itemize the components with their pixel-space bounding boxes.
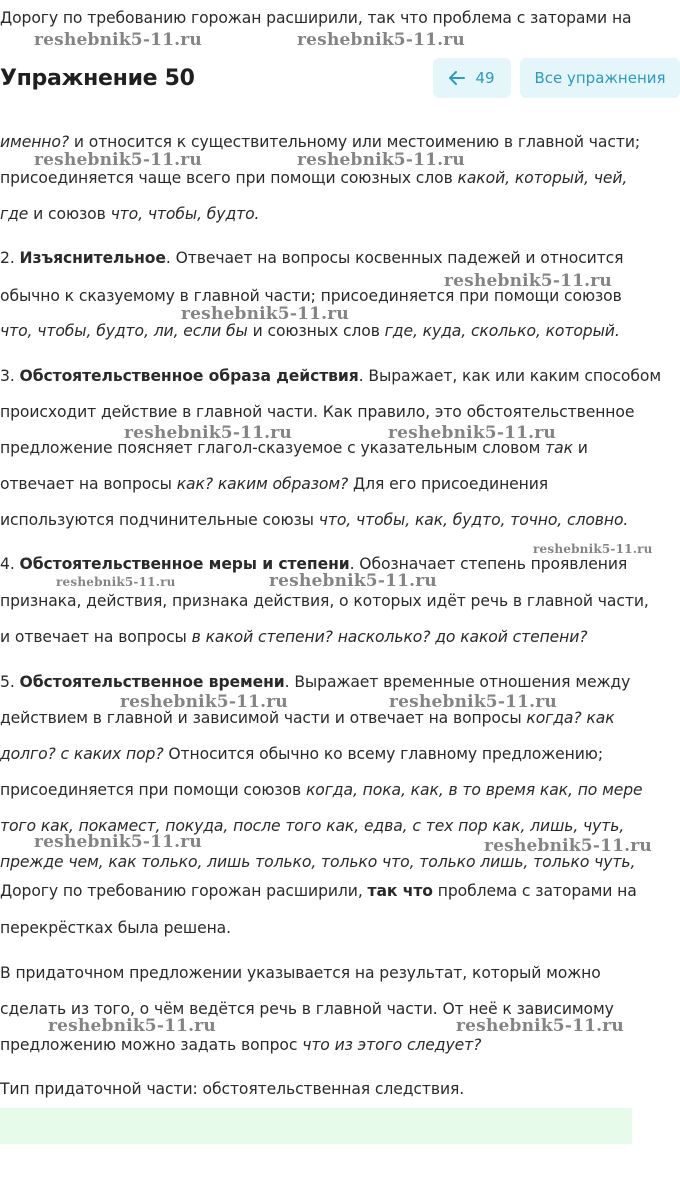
italic-phrase: когда? как (526, 709, 615, 727)
italic-phrase: того как, покамест, покуда, после того как, едва, с тех пор как, лишь, чуть, (0, 817, 625, 835)
italic-phrase: что, чтобы, как, будто, точно, словно. (318, 511, 629, 529)
watermark: reshebnik5-11.ru (484, 836, 652, 856)
watermark: reshebnik5-11.ru (120, 692, 288, 712)
text-span: отвечает на вопросы (0, 475, 177, 493)
watermark: reshebnik5-11.ru (181, 304, 349, 324)
text-line (0, 204, 259, 224)
prev-exercise-label: 49 (475, 69, 495, 87)
italic-phrase: что, чтобы, будто, ли, если бы (0, 322, 248, 340)
text-span: . Обозначает степень проявления (349, 555, 628, 573)
watermark: reshebnik5-11.ru (48, 1016, 216, 1036)
text-span: В придаточном предложении указывается на результат, который можно (0, 964, 601, 982)
text-span: Относится обычно ко всему главному предложению; (163, 745, 603, 763)
text-span: Дорогу по требованию горожан расширили, так что проблема с заторами на (0, 9, 632, 27)
text-span: обычно к сказуемому в главной части; присоединяется при помощи союзов (0, 287, 622, 305)
italic-phrase: как? каким образом? (176, 475, 349, 493)
text-span: Для его присоединения (348, 475, 549, 493)
text-span: и союзов (28, 205, 111, 223)
watermark: reshebnik5-11.ru (269, 571, 437, 591)
italic-phrase: что из этого следует? (302, 1036, 482, 1054)
text-span: 3. (0, 367, 20, 385)
watermark: reshebnik5-11.ru (34, 832, 202, 852)
italic-phrase: долго? с каких пор? (0, 745, 164, 763)
text-span: и относится к существительному или местоимению в главной части; (69, 133, 641, 151)
page-title: Упражнение 50 (0, 66, 195, 91)
watermark: reshebnik5-11.ru (34, 30, 202, 50)
italic-phrase: где, куда, сколько, который. (384, 322, 620, 340)
text-line (0, 963, 601, 983)
watermark: reshebnik5-11.ru (124, 423, 292, 443)
text-span: . Выражает, как или каким способом (358, 367, 661, 385)
bold-term: Обстоятельственное меры и степени (19, 555, 350, 573)
italic-phrase: прежде чем, как только, лишь только, только что, только лишь, только чуть, (0, 853, 636, 871)
bold-term: Обстоятельственное образа действия (19, 367, 359, 385)
text-span: проблема с заторами на (432, 882, 637, 900)
text-line (0, 474, 548, 494)
italic-phrase: что, чтобы, будто. (110, 205, 260, 223)
text-line (0, 510, 628, 530)
italic-phrase: какой, который, чей, (457, 169, 628, 187)
italic-phrase: так (545, 439, 573, 457)
text-span: предложению можно задать вопрос (0, 1036, 303, 1054)
text-line (0, 1035, 481, 1055)
italic-phrase: когда, пока, как, в то время как, по мере (305, 781, 643, 799)
text-line (0, 672, 630, 692)
text-span: действием в главной и зависимой части и отвечает на вопросы (0, 709, 527, 727)
text-span: . Отвечает на вопросы косвенных падежей и относится (165, 249, 624, 267)
text-span: признака, действия, признака действия, о которых идёт речь в главной части, (0, 592, 649, 610)
text-line (0, 1079, 464, 1099)
all-exercises-button[interactable]: Все упражнения (520, 58, 680, 98)
text-span: присоединяется при помощи союзов (0, 781, 306, 799)
text-span: перекрёстках была решена. (0, 919, 231, 937)
watermark: reshebnik5-11.ru (389, 692, 557, 712)
watermark: reshebnik5-11.ru (444, 271, 612, 291)
watermark: reshebnik5-11.ru (388, 423, 556, 443)
text-span: и (572, 439, 588, 457)
text-line (0, 321, 620, 341)
text-line (0, 248, 623, 268)
prev-exercise-button[interactable] (433, 58, 511, 98)
watermark: reshebnik5-11.ru (456, 1016, 624, 1036)
watermark: reshebnik5-11.ru (34, 150, 202, 170)
text-line (0, 8, 632, 28)
bold-term: так что (367, 882, 433, 900)
text-line (0, 780, 643, 800)
text-span: и отвечает на вопросы (0, 628, 192, 646)
text-span: Дорогу по требованию горожан расширили, (0, 882, 368, 900)
answer-highlight (0, 1108, 632, 1144)
text-span: используются подчинительные союзы (0, 511, 319, 529)
text-line (0, 591, 649, 611)
bold-term: Изъяснительное (19, 249, 166, 267)
watermark: reshebnik5-11.ru (56, 575, 176, 589)
watermark: reshebnik5-11.ru (297, 150, 465, 170)
watermark: reshebnik5-11.ru (533, 542, 653, 556)
text-line (0, 366, 661, 386)
text-span: 4. (0, 555, 20, 573)
text-span: Тип придаточной части: обстоятельственная следствия. (0, 1080, 465, 1098)
watermark: reshebnik5-11.ru (297, 30, 465, 50)
italic-phrase: где (0, 205, 29, 223)
text-span: . Выражает временные отношения между (284, 673, 631, 691)
arrow-left-icon (449, 71, 465, 85)
text-line (0, 627, 587, 647)
text-span: 2. (0, 249, 20, 267)
text-line (0, 881, 637, 901)
text-span: присоединяется чаще всего при помощи союзных слов (0, 169, 458, 187)
text-span: предложение поясняет глагол-сказуемое с указательным словом (0, 439, 546, 457)
italic-phrase: в какой степени? насколько? до какой степени? (191, 628, 588, 646)
text-line (0, 132, 640, 152)
text-span: 5. (0, 673, 20, 691)
text-line (0, 402, 634, 422)
text-span: сделать из того, о чём ведётся речь в главной части. От неё к зависимому (0, 1000, 614, 1018)
text-span: происходит действие в главной части. Как правило, это обстоятельственное (0, 403, 635, 421)
text-line (0, 168, 627, 188)
text-line (0, 918, 231, 938)
text-span: и союзных слов (247, 322, 385, 340)
italic-phrase: именно? (0, 133, 69, 151)
text-line (0, 744, 603, 764)
bold-term: Обстоятельственное времени (19, 673, 285, 691)
exercise-header (0, 56, 680, 104)
